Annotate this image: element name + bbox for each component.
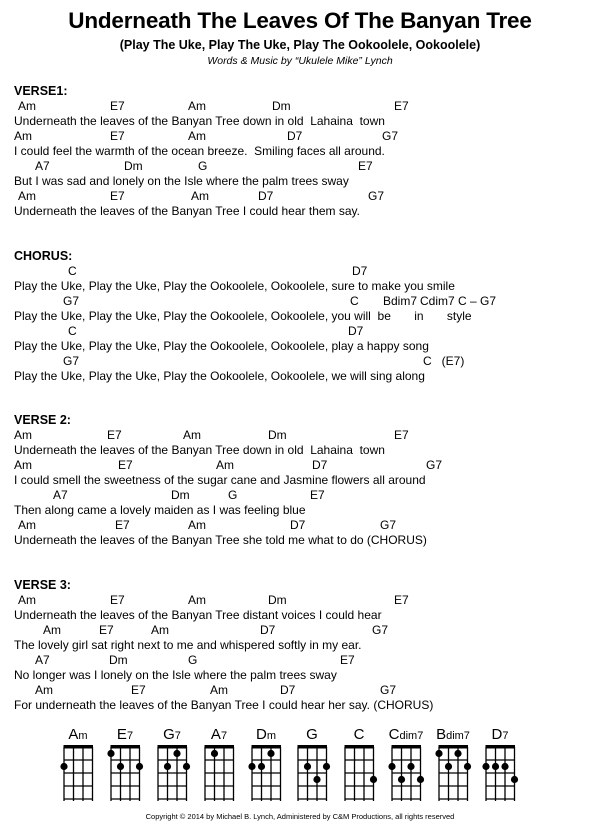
chord-symbol: E7 — [107, 428, 122, 442]
chord-symbol: E7 — [394, 428, 409, 442]
chord-symbol: A7 — [35, 159, 50, 173]
chord-line — [14, 623, 594, 638]
section-verse-2 — [14, 413, 594, 548]
chord-symbol: Dm — [171, 488, 190, 502]
chord-symbol: Am — [210, 683, 228, 697]
chord-symbol: E7 — [310, 488, 325, 502]
chord-symbol: Am — [191, 189, 209, 203]
chord-diagram — [199, 726, 239, 806]
chord-diagram-name — [292, 726, 332, 745]
chord-line — [14, 488, 594, 503]
chord-root: C — [353, 726, 365, 743]
lyric-line: The lovely girl sat right next to me and whispered softly in my ear. — [14, 638, 362, 652]
chord-diagram-name — [199, 726, 239, 745]
chord-suffix: 7 — [220, 730, 228, 742]
lyric-line: But I was sad and lonely on the Isle where the palm trees sway — [14, 174, 349, 188]
chord-symbol: D7 — [312, 458, 328, 472]
song-title: Underneath The Leaves Of The Banyan Tree — [68, 8, 532, 33]
chord-symbol: G7 — [382, 129, 399, 143]
chord-symbol: Am — [188, 129, 206, 143]
chord-diagram-name — [152, 726, 192, 745]
chord-symbol: G7 — [63, 354, 80, 368]
chord-symbol: E7 — [358, 159, 373, 173]
lyric-line: Underneath the leaves of the Banyan Tree she told me what to do (CHORUS) — [14, 533, 427, 547]
chord-symbol: G7 — [380, 683, 397, 697]
fretboard-grid-icon — [480, 745, 520, 805]
lyric-line: Play the Uke, Play the Uke, Play the Ookoolele, Ookoolele, you will be in style — [14, 309, 472, 323]
chord-suffix: dim7 — [446, 730, 470, 742]
chord-root: D — [491, 726, 503, 743]
chord-symbol: Am — [14, 458, 32, 472]
chord-line — [14, 593, 594, 608]
fretboard-grid-icon — [199, 745, 239, 805]
chord-symbol: Am — [43, 623, 61, 637]
chord-symbol: Am — [151, 623, 169, 637]
chord-diagram — [433, 726, 473, 806]
section-chorus — [14, 249, 594, 384]
chord-diagram-name — [58, 726, 98, 745]
chord-diagram-name — [480, 726, 520, 745]
chord-suffix: m — [266, 730, 276, 742]
chord-symbol: C — [68, 324, 77, 338]
lyric-line: Then along came a lovely maiden as I was feeling blue — [14, 503, 306, 517]
chord-symbol: Am — [14, 129, 32, 143]
chord-diagram — [58, 726, 98, 806]
chord-symbol: D7 — [287, 129, 303, 143]
chord-symbol: G — [228, 488, 238, 502]
chord-line — [14, 518, 594, 533]
chord-line — [14, 294, 594, 309]
lyric-line: Underneath the leaves of the Banyan Tree distant voices I could hear — [14, 608, 382, 622]
lyric-line: For underneath the leaves of the Banyan Tree I could hear her say. (CHORUS) — [14, 698, 434, 712]
section-verse-3 — [14, 578, 594, 713]
chord-symbol: Am — [18, 518, 36, 532]
fretboard-grid-icon — [386, 745, 426, 805]
chord-symbol: G7 — [426, 458, 443, 472]
chord-root: G — [306, 726, 318, 743]
chord-diagram — [105, 726, 145, 806]
chord-line — [14, 354, 594, 369]
lyric-line: No longer was I lonely on the Isle where the palm trees sway — [14, 668, 337, 682]
chord-line — [14, 653, 594, 668]
chord-diagram-name — [386, 726, 426, 745]
chord-symbol: E7 — [110, 129, 125, 143]
lyric-line: Underneath the leaves of the Banyan Tree down in old Lahaina town — [14, 114, 385, 128]
section-heading: VERSE1: — [14, 84, 68, 98]
chord-symbol: G — [198, 159, 208, 173]
chord-diagram — [292, 726, 332, 806]
fretboard-grid-icon — [105, 745, 145, 805]
song-credit: Words & Music by “Ukulele Mike” Lynch — [207, 55, 393, 67]
chord-symbol: E7 — [110, 189, 125, 203]
chord-symbol: Am — [183, 428, 201, 442]
chord-symbol: C — [68, 264, 77, 278]
chord-symbol: G — [188, 653, 198, 667]
chord-symbol: G7 — [372, 623, 389, 637]
chord-line — [14, 428, 594, 443]
chord-symbol: E7 — [340, 653, 355, 667]
chord-symbol: A7 — [35, 653, 50, 667]
chord-root: E — [116, 726, 127, 743]
lyric-line: Play the Uke, Play the Uke, Play the Ookoolele, Ookoolele, play a happy song — [14, 339, 429, 353]
lyric-line: I could smell the sweetness of the sugar cane and Jasmine flowers all around — [14, 473, 426, 487]
chord-symbol: Am — [35, 683, 53, 697]
chord-diagram — [480, 726, 520, 806]
chord-symbol: G7 — [368, 189, 385, 203]
chord-symbol: E7 — [131, 683, 146, 697]
chord-root: C — [388, 726, 400, 743]
chord-suffix: dim7 — [399, 730, 424, 742]
song-subtitle: (Play The Uke, Play The Uke, Play The Ookoolele, Ookoolele) — [119, 38, 481, 52]
chord-diagram-name — [339, 726, 379, 745]
chord-symbol: A7 — [53, 488, 68, 502]
chord-symbol: E7 — [115, 518, 130, 532]
fretboard-grid-icon — [246, 745, 286, 805]
chord-line — [14, 99, 594, 114]
chord-symbol: D7 — [280, 683, 296, 697]
fretboard-grid-icon — [292, 745, 332, 805]
chord-symbol: C (E7) — [423, 354, 465, 368]
chord-symbol: Am — [188, 593, 206, 607]
chord-symbol: Am — [188, 99, 206, 113]
chord-line — [14, 683, 594, 698]
chord-symbol: E7 — [118, 458, 133, 472]
chord-symbol: G7 — [63, 294, 80, 308]
chord-symbol: Am — [18, 189, 36, 203]
chord-line — [14, 159, 594, 174]
chord-symbol: D7 — [258, 189, 274, 203]
section-heading: CHORUS: — [14, 249, 73, 263]
chord-symbol: Am — [188, 518, 206, 532]
lyric-line: Underneath the leaves of the Banyan Tree I could hear them say. — [14, 204, 360, 218]
chord-root: A — [68, 726, 79, 743]
chord-line — [14, 264, 594, 279]
chord-symbol: D7 — [352, 264, 368, 278]
chord-symbol: E7 — [110, 99, 125, 113]
chord-symbol: Am — [14, 428, 32, 442]
lyric-line: Play the Uke, Play the Uke, Play the Ookoolele, Ookoolele, sure to make you smile — [14, 279, 455, 293]
chord-symbol: Bdim7 — [383, 294, 418, 308]
fretboard-grid-icon — [339, 745, 379, 805]
lyric-line: I could feel the warmth of the ocean breeze. Smiling faces all around. — [14, 144, 385, 158]
chord-diagram — [246, 726, 286, 806]
fretboard-grid-icon — [152, 745, 192, 805]
chord-diagram — [339, 726, 379, 806]
chord-suffix: 7 — [126, 730, 134, 742]
chord-symbol: C — [350, 294, 359, 308]
chord-line — [14, 458, 594, 473]
chord-symbol: D7 — [260, 623, 276, 637]
chord-symbol: Dm — [109, 653, 128, 667]
chord-line — [14, 129, 594, 144]
chord-symbol: C – G7 — [458, 294, 497, 308]
chord-chart — [0, 726, 600, 806]
chord-suffix: 7 — [502, 730, 509, 742]
chord-diagram-name — [433, 726, 473, 745]
chord-diagram-name — [105, 726, 145, 745]
chord-symbol: D7 — [290, 518, 306, 532]
chord-symbol: E7 — [110, 593, 125, 607]
section-verse-1 — [14, 84, 594, 219]
chord-diagram — [152, 726, 192, 806]
chord-root: G — [163, 726, 175, 743]
chord-symbol: Dm — [124, 159, 143, 173]
chord-symbol: Cdim7 — [420, 294, 455, 308]
chord-symbol: E7 — [394, 593, 409, 607]
chord-diagram — [386, 726, 426, 806]
chord-line — [14, 324, 594, 339]
chord-root: B — [436, 726, 447, 743]
chord-suffix: 7 — [174, 730, 181, 742]
chord-symbol: Am — [18, 593, 36, 607]
chord-suffix: m — [78, 730, 88, 742]
chord-symbol: Dm — [272, 99, 291, 113]
chord-root: D — [255, 726, 267, 743]
chord-diagram-name — [246, 726, 286, 745]
fretboard-grid-icon — [58, 745, 98, 805]
section-heading: VERSE 2: — [14, 413, 71, 427]
chord-symbol: Dm — [268, 593, 287, 607]
chord-symbol: Am — [216, 458, 234, 472]
section-heading: VERSE 3: — [14, 578, 71, 592]
chord-symbol: Dm — [268, 428, 287, 442]
chord-line — [14, 189, 594, 204]
copyright-notice: Copyright © 2014 by Michael B. Lynch, Administered by C&M Productions, all rights reserved — [145, 812, 455, 821]
lyric-line: Play the Uke, Play the Uke, Play the Ookoolele, Ookoolele, we will sing along — [14, 369, 425, 383]
chord-root: A — [210, 726, 221, 743]
chord-symbol: D7 — [348, 324, 364, 338]
chord-symbol: Am — [18, 99, 36, 113]
lyric-line: Underneath the leaves of the Banyan Tree down in old Lahaina town — [14, 443, 385, 457]
fretboard-grid-icon — [433, 745, 473, 805]
chord-symbol: G7 — [380, 518, 397, 532]
chord-symbol: E7 — [99, 623, 114, 637]
chord-symbol: E7 — [394, 99, 409, 113]
